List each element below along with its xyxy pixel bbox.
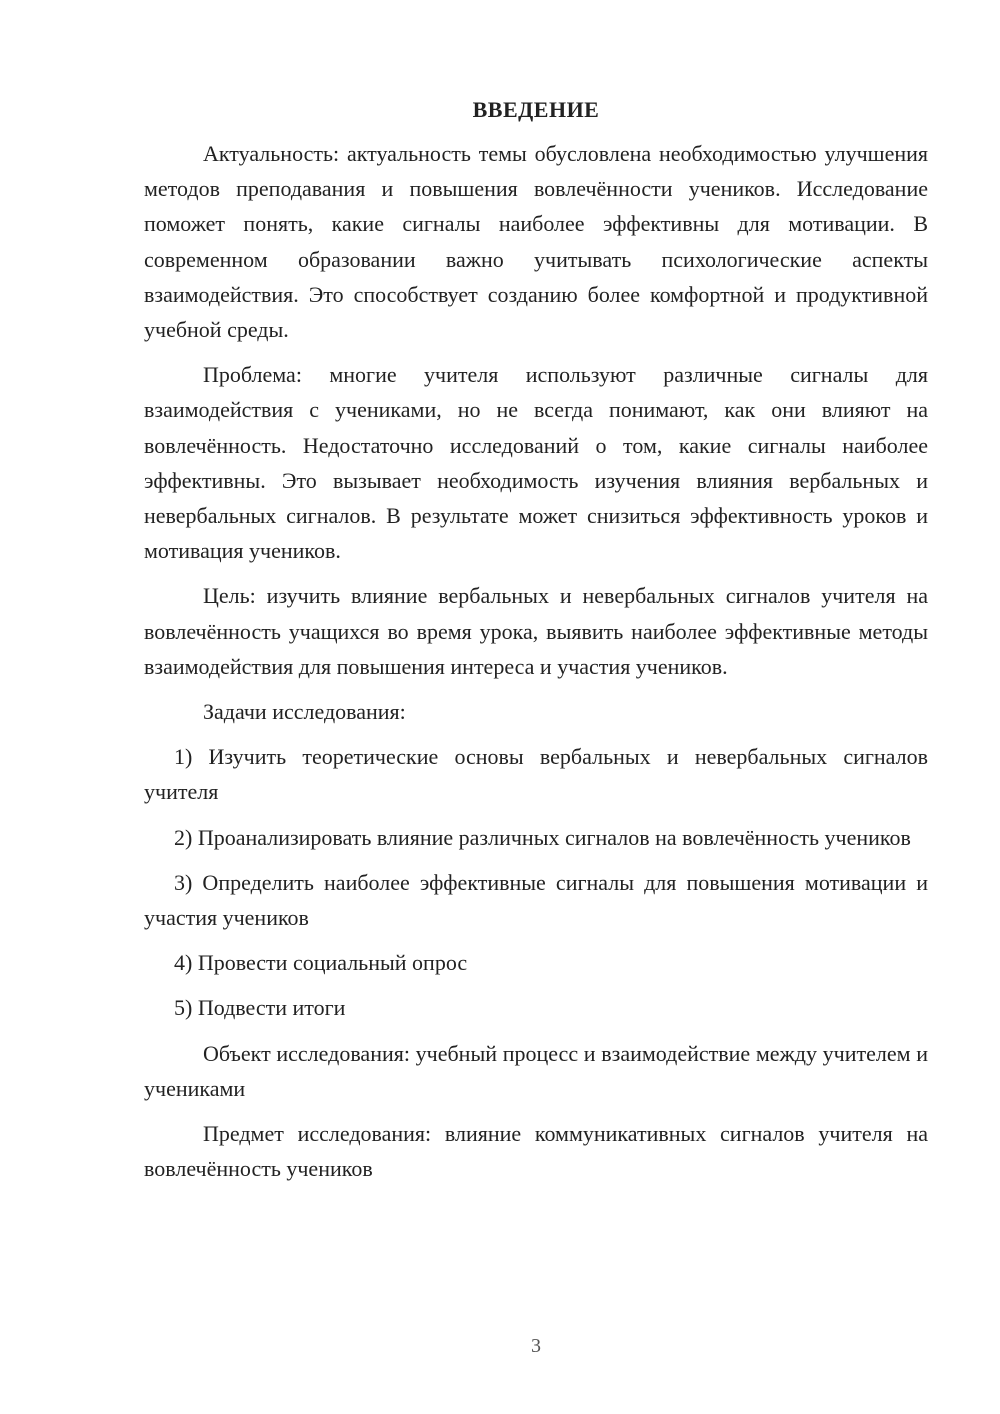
task-item-1: 1) Изучить теоретические основы вербальных и невербальных сигналов учителя <box>144 744 928 805</box>
relevance-paragraph: Актуальность: актуальность темы обусловлена необходимостью улучшения методов преподавания и повышения вовлечённости учеников. Исследование поможет понять, какие сигналы наиболее эффективны для мотивации. В современном образовании важно учитывать психологические аспекты взаимодействия. Это способствует созданию более комфортной и продуктивной учебной среды. <box>144 141 928 343</box>
task-item-5: 5) Подвести итоги <box>174 995 346 1021</box>
document-title: ВВЕДЕНИЕ <box>472 97 600 122</box>
task-item-3: 3) Определить наиболее эффективные сигналы для повышения мотивации и участия учеников <box>144 869 928 931</box>
goal-paragraph: Цель: изучить влияние вербальных и невербальных сигналов учителя на вовлечённость учащихся во время урока, выявить наиболее эффективные методы взаимодействия для повышения интереса и участия учеников. <box>144 583 928 679</box>
subject-paragraph: Предмет исследования: влияние коммуникативных сигналов учителя на вовлечённость учеников <box>144 1121 928 1182</box>
problem-paragraph: Проблема: многие учителя используют различные сигналы для взаимодействия с учениками, но не всегда понимают, как они влияют на вовлечённость. Недостаточно исследований о том, какие сигналы наиболее эффективны. Это вызывает необходимость изучения влияния вербальных и невербальных сигналов. В результате может снизиться эффективность уроков и мотивация учеников. <box>144 362 928 564</box>
page-number: 3 <box>531 1335 541 1357</box>
document-page <box>144 94 928 1196</box>
tasks-heading: Задачи исследования: <box>203 699 406 725</box>
task-item-2: 2) Проанализировать влияние различных сигналов на вовлечённость учеников <box>174 824 911 850</box>
task-item-4: 4) Провести социальный опрос <box>174 950 468 976</box>
object-paragraph: Объект исследования: учебный процесс и взаимодействие между учителем и учениками <box>144 1040 928 1101</box>
